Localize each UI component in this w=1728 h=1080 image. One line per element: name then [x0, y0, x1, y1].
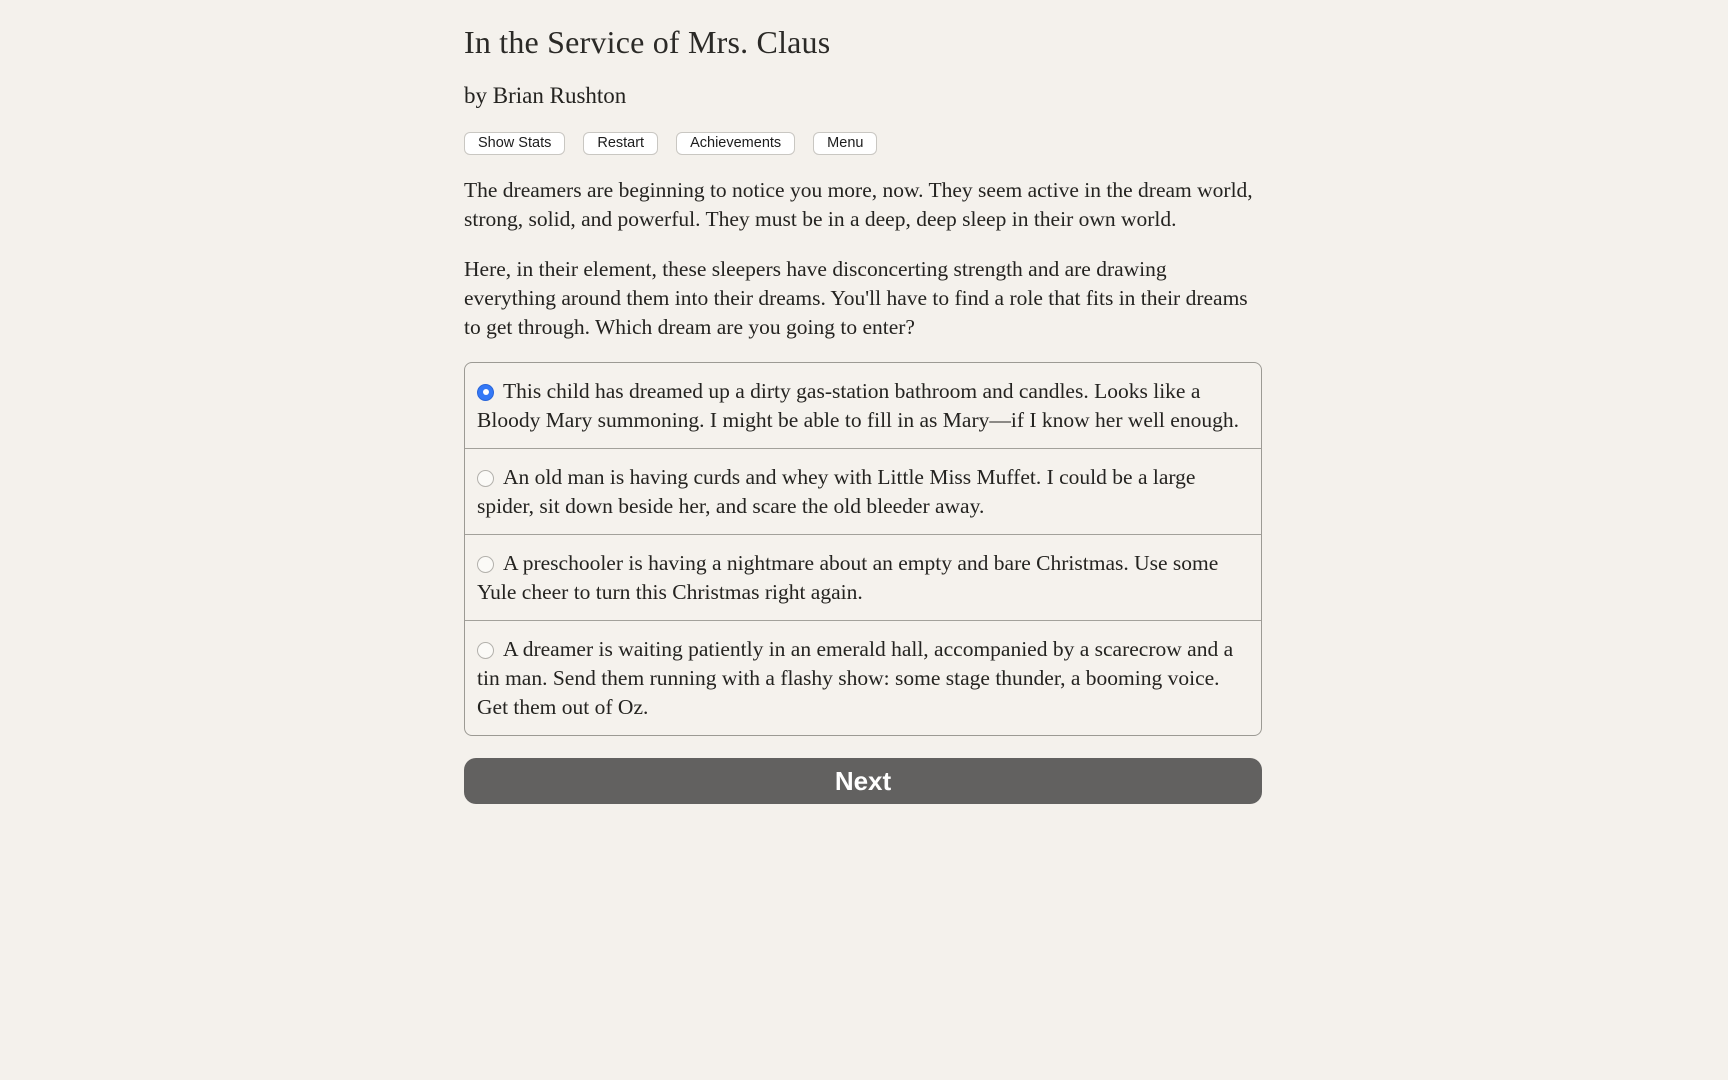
toolbar [464, 132, 1262, 155]
radio-button[interactable] [477, 384, 494, 401]
choice-option-1[interactable] [465, 363, 1261, 448]
radio-button[interactable] [477, 470, 494, 487]
restart-button[interactable]: Restart [583, 132, 658, 155]
choice-group [464, 362, 1262, 736]
choice-option-3[interactable] [465, 534, 1261, 620]
radio-button[interactable] [477, 642, 494, 659]
story-page [464, 0, 1262, 804]
story-paragraph: Here, in their element, these sleepers have disconcerting strength and are drawing everything around them into their dreams. You'll have to find a role that fits in their dreams to get through. Which dream are you going to enter? [464, 257, 1248, 339]
choice-option-label: This child has dreamed up a dirty gas-station bathroom and candles. Looks like a Bloody Mary summoning. I might be able to fill in as Mary—if I know her well enough. [477, 379, 1239, 432]
choice-option-2[interactable] [465, 448, 1261, 534]
choice-option-label: An old man is having curds and whey with Little Miss Muffet. I could be a large spider, sit down beside her, and scare the old bleeder away. [477, 465, 1196, 518]
menu-button[interactable]: Menu [813, 132, 877, 155]
choice-option-label: A preschooler is having a nightmare about an empty and bare Christmas. Use some Yule cheer to turn this Christmas right again. [477, 551, 1219, 604]
choice-option-label: A dreamer is waiting patiently in an emerald hall, accompanied by a scarecrow and a tin man. Send them running with a flashy show: some stage thunder, a booming voice. Get them out of Oz. [477, 637, 1234, 719]
story-text [464, 176, 1262, 342]
choice-option-4[interactable] [465, 620, 1261, 735]
achievements-button[interactable]: Achievements [676, 132, 795, 155]
page-title: In the Service of Mrs. Claus [464, 24, 831, 60]
next-button[interactable]: Next [464, 758, 1262, 804]
radio-button[interactable] [477, 556, 494, 573]
show-stats-button[interactable]: Show Stats [464, 132, 565, 155]
story-paragraph: The dreamers are beginning to notice you more, now. They seem active in the dream world, strong, solid, and powerful. They must be in a deep, deep sleep in their own world. [464, 178, 1253, 231]
author-byline: by Brian Rushton [464, 83, 627, 108]
